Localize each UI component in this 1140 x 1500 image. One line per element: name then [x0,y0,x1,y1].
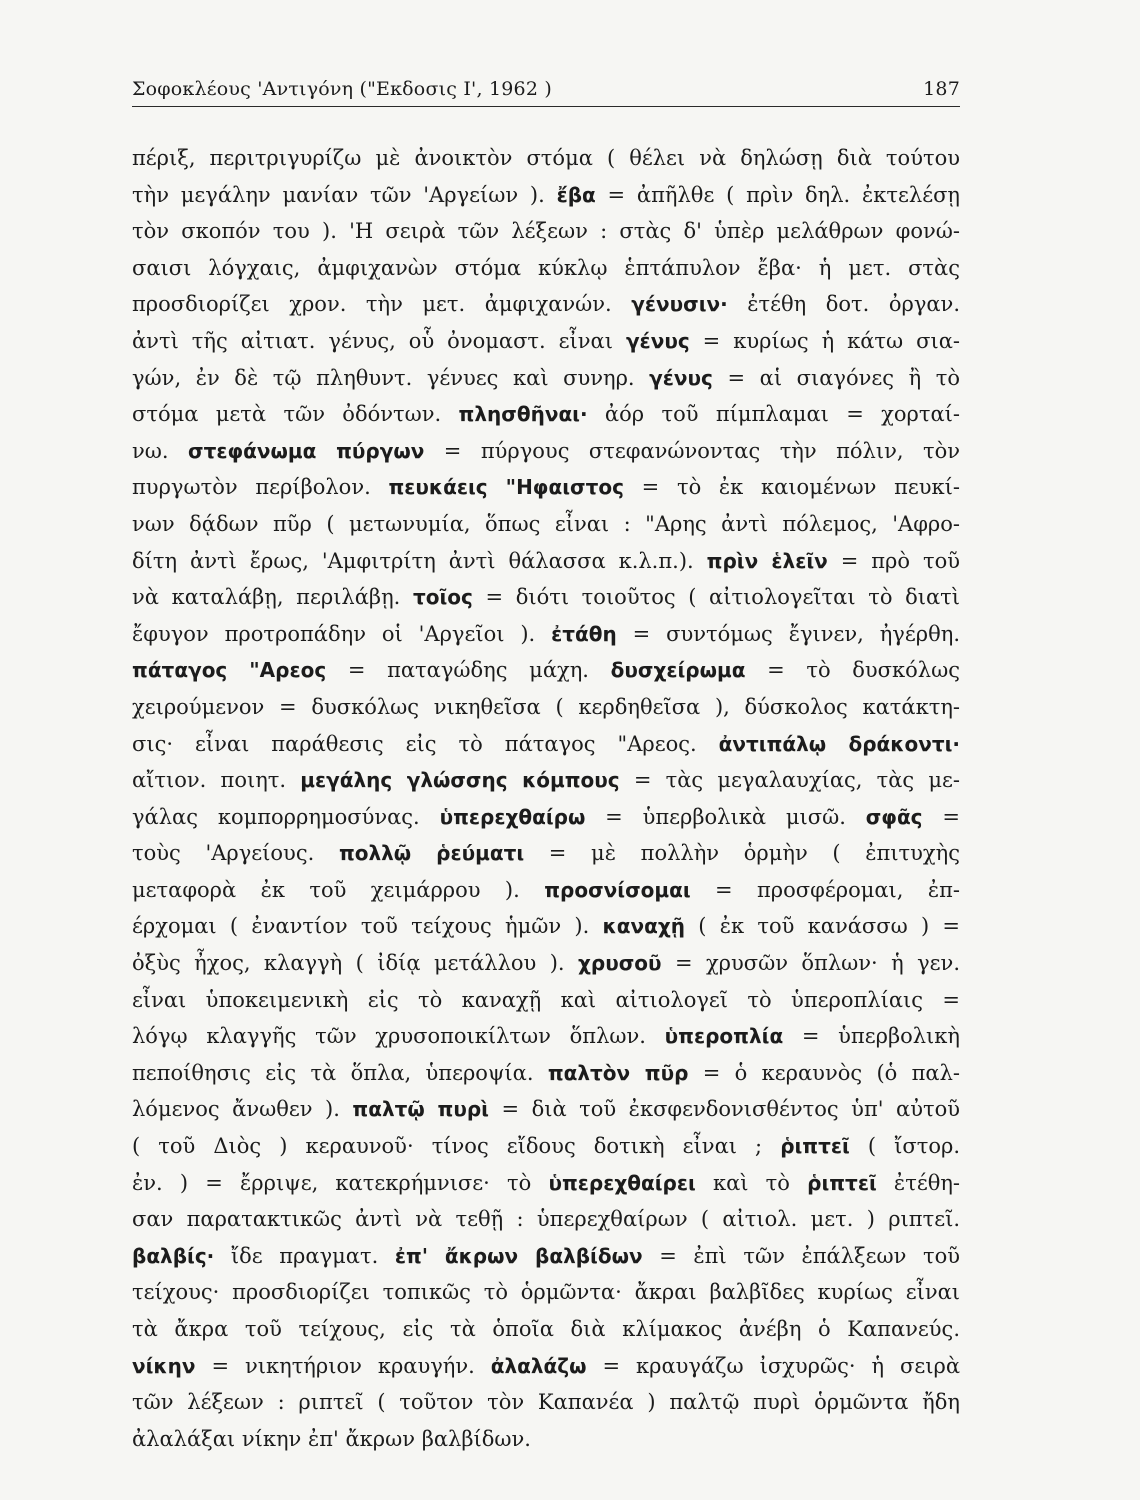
text-run: = διότι τοιοῦτος ( αἰτιολογεῖται τὸ διατὶ [472,585,960,610]
lemma-term: ὑπερεχθαίρει [548,1170,696,1195]
text-run: εἶναι ὑποκειμενικὴ εἰς τὸ καναχῇ καὶ αἰτιολογεῖ τὸ ὑπεροπλίαις = [132,987,960,1012]
text-run: πυργωτὸν περίβολον. [132,475,389,500]
lemma-term: ἐτάθη [551,621,617,646]
text-run: = ἀπῆλθε ( πρὶν δηλ. ἐκτελέσῃ [595,182,960,207]
text-run: = νικητήριον κραυγήν. [195,1353,491,1378]
text-run: ( ἐκ τοῦ κανάσσω ) = [685,914,960,939]
lemma-term: παλτὸν πῦρ [547,1060,689,1085]
text-line [132,1165,960,1202]
lemma-term: προσνίσομαι [544,877,691,902]
text-run: ἀντὶ τῆς αἰτιατ. γένυς, οὗ ὀνομαστ. εἶναι [132,328,626,353]
text-line [132,1128,960,1165]
text-line [132,799,960,836]
text-run: = μὲ πολλὴν ὁρμὴν ( ἐπιτυχὴς [524,841,961,866]
text-run: τὸν σκοπόν του ). 'Η σειρὰ τῶν λέξεων : στὰς δ' ὑπὲρ μελάθρων φονώ- [132,219,960,244]
lemma-term: ῥιπτεῖ [780,1134,850,1159]
text-line [132,1384,960,1421]
text-line [132,1421,960,1458]
text-run: λόγῳ κλαγγῆς τῶν χρυσοποικίλτων ὅπλων. [132,1024,665,1049]
lemma-term: γένυσιν· [631,292,728,317]
text-run: τείχους· προσδιορίζει τοπικῶς τὸ ὁρμῶντα· ἄκραι βαλβῖδες κυρίως εἶναι [132,1280,960,1305]
text-run: = προσφέρομαι, ἐπ- [690,877,960,902]
text-run: = χρυσῶν ὅπλων· ἡ γεν. [661,951,960,976]
text-run: σις· εἶναι παράθεσις εἰς τὸ πάταγος "Αρεος. [132,731,719,756]
text-run: = αἱ σιαγόνες ἢ τὸ [712,365,960,390]
text-run: ἐτέθη δοτ. ὀργαν. [727,292,960,317]
text-run: τῶν λέξεων : ριπτεῖ ( τοῦτον τὸν Καπανέα ) παλτῷ πυρὶ ὁρμῶντα ἤδη [132,1390,960,1415]
lemma-term: γένυς [649,365,713,390]
text-line [132,1018,960,1055]
text-line [132,908,960,945]
lemma-term: ὑπεροπλία [664,1024,784,1049]
lemma-term: καναχῇ [602,914,685,939]
lemma-term: γένυς [625,328,690,353]
text-line [132,652,960,689]
text-run: ἐν. ) = ἔρριψε, κατεκρήμνισε· τὸ [132,1170,549,1195]
lemma-term: πευκάεις "Ηφαιστος [388,475,624,500]
text-line [132,1348,960,1385]
lemma-term: ἀντιπάλῳ δράκοντι· [718,731,961,756]
text-run: = πύργους στεφανώνοντας τὴν πόλιν, τὸν [424,438,960,463]
text-run: = παταγώδης μάχη. [326,658,611,683]
text-line [132,286,960,323]
text-line [132,177,960,214]
text-run: στόμα μετὰ τῶν ὀδόντων. [132,402,459,427]
text-line [132,1274,960,1311]
text-run: ἀλαλάξαι νίκην ἐπ' ἄκρων βαλβίδων. [132,1426,531,1451]
lemma-term: νίκην [132,1353,196,1378]
text-line [132,579,960,616]
lemma-term: μεγάλης γλώσσης κόμπους [300,768,620,793]
text-run: = τὸ ἐκ καιομένων πευκί- [623,475,960,500]
text-run: = συντόμως ἔγινεν, ἠγέρθη. [616,621,960,646]
text-run: πεποίθησις εἰς τὰ ὅπλα, ὑπεροψία. [132,1060,548,1085]
text-line [132,689,960,726]
text-run: σαν παρατακτικῶς ἀντὶ νὰ τεθῇ : ὑπερεχθαίρων ( αἰτιολ. μετ. ) ριπτεῖ. [132,1207,960,1232]
text-line [132,213,960,250]
text-run: σαισι λόγχαις, ἀμφιχανὼν στόμα κύκλῳ ἑπτάπυλον ἔβα· ἡ μετ. στὰς [132,255,960,280]
text-run: = τὰς μεγαλαυχίας, τὰς με- [619,768,960,793]
lemma-term: στεφάνωμα πύργων [188,438,425,463]
text-line [132,360,960,397]
text-run: = πρὸ τοῦ [827,548,960,573]
page-number: 187 [923,78,960,100]
text-run: ἴδε πραγματ. [214,1243,395,1268]
text-line [132,1055,960,1092]
text-run: ἀόρ τοῦ πίμπλαμαι = χορταί- [587,402,960,427]
text-run: δίτη ἀντὶ ἔρως, 'Αμφιτρίτη ἀντὶ θάλασσα κ.λ.π.). [132,548,707,573]
text-run: νω. [132,438,189,463]
text-line [132,1311,960,1348]
text-run: τὰ ἄκρα τοῦ τείχους, εἰς τὰ ὁποῖα διὰ κλίμακος ἀνέβη ὁ Καπανεύς. [132,1317,960,1341]
lemma-term: σφᾶς [865,804,923,829]
text-line [132,433,960,470]
running-header [132,72,960,107]
text-run: ἐτέθη- [876,1170,961,1195]
lemma-term: πάταγος "Αρεος [132,658,327,683]
text-run: καὶ τὸ [695,1170,808,1195]
lemma-term: ὑπερεχθαίρω [439,804,586,829]
text-line [132,835,960,872]
text-run: γάλας κομπορρημοσύνας. [132,804,440,829]
text-run: = [922,804,960,829]
text-line [132,469,960,506]
lemma-term: ἐπ' ἄκρων βαλβίδων [394,1243,643,1268]
text-run: νὰ καταλάβῃ, περιλάβῃ. [132,585,413,610]
text-run: λόμενος ἄνωθεν ). [132,1097,353,1122]
text-run: τοὺς 'Αργείους. [132,841,339,866]
lemma-term: πλησθῆναι· [458,402,588,427]
lemma-term: χρυσοῦ [577,951,662,976]
text-run: νων δᾴδων πῦρ ( μετωνυμία, ὅπως εἶναι : "Αρης ἀντὶ πόλεμος, 'Αφρο- [132,511,960,536]
lemma-term: ἔβα [556,182,596,207]
lemma-term: ἀλαλάζω [490,1353,587,1378]
lemma-term: δυσχείρωμα [610,658,746,683]
text-run: = κυρίως ἡ κάτω σια- [689,328,960,353]
text-run: πέριξ, περιτριγυρίζω μὲ ἀνοικτὸν στόμα ( θέλει νὰ δηλώσῃ διὰ τούτου [132,146,960,170]
lemma-term: πολλῷ ῥεύματι [338,841,525,866]
text-line [132,506,960,543]
text-run: ὀξὺς ἦχος, κλαγγὴ ( ἰδίᾳ μετάλλου ). [132,951,578,976]
text-run: = ὑπερβολικὴ [783,1024,960,1049]
text-run: = ὁ κεραυνὸς (ὁ παλ- [688,1060,960,1085]
text-line [132,945,960,982]
text-line [132,250,960,287]
text-line [132,616,960,653]
lemma-term: τοῖος [412,585,473,610]
text-run: ( τοῦ Διὸς ) κεραυνοῦ· τίνος εἴδους δοτικὴ εἶναι ; [132,1134,781,1159]
text-line [132,726,960,763]
text-run: = κραυγάζω ἰσχυρῶς· ἡ σειρὰ [586,1353,960,1378]
text-run: έρχομαι ( ἐναντίον τοῦ τείχους ἡμῶν ). [132,914,603,939]
text-run: αἴτιον. ποιητ. [132,768,301,793]
header-title: Σοφοκλέους 'Αντιγόνη ("Εκδοσις Ι', 1962 ) [132,78,552,100]
text-line [132,1201,960,1238]
lemma-term: πρὶν ἑλεῖν [706,548,828,573]
lemma-term: παλτῷ πυρὶ [352,1097,489,1122]
text-run: μεταφορὰ ἐκ τοῦ χειμάρρου ). [132,877,545,902]
text-run: = τὸ δυσκόλως [745,658,960,683]
text-run: γών, ἐν δὲ τῷ πληθυντ. γένυες καὶ συνηρ. [132,365,650,390]
text-line [132,982,960,1019]
text-run: ( ἴστορ. [849,1134,960,1159]
text-line [132,1091,960,1128]
text-line [132,396,960,433]
commentary-text [132,140,960,1457]
text-line [132,323,960,360]
text-run: = ἐπὶ τῶν ἐπάλξεων τοῦ [642,1243,960,1268]
lemma-term: ῥιπτεῖ [807,1170,877,1195]
text-line [132,762,960,799]
text-run: τὴν μεγάλην μανίαν τῶν 'Αργείων ). [132,182,557,207]
text-line [132,140,960,177]
text-run: χειρούμενον = δυσκόλως νικηθεῖσα ( κερδηθεῖσα ), δύσκολος κατάκτη- [132,694,960,719]
text-run: = ὑπερβολικὰ μισῶ. [585,804,866,829]
text-line [132,1238,960,1275]
text-run: = διὰ τοῦ ἐκσφενδονισθέντος ὑπ' αὐτοῦ [488,1097,961,1122]
lemma-term: βαλβίς· [132,1243,215,1268]
text-line [132,543,960,580]
text-run: ἔφυγον προτροπάδην οἱ 'Αργεῖοι ). [132,621,552,646]
text-run: προσδιορίζει χρον. τὴν μετ. ἀμφιχανών. [132,292,632,317]
text-line [132,872,960,909]
